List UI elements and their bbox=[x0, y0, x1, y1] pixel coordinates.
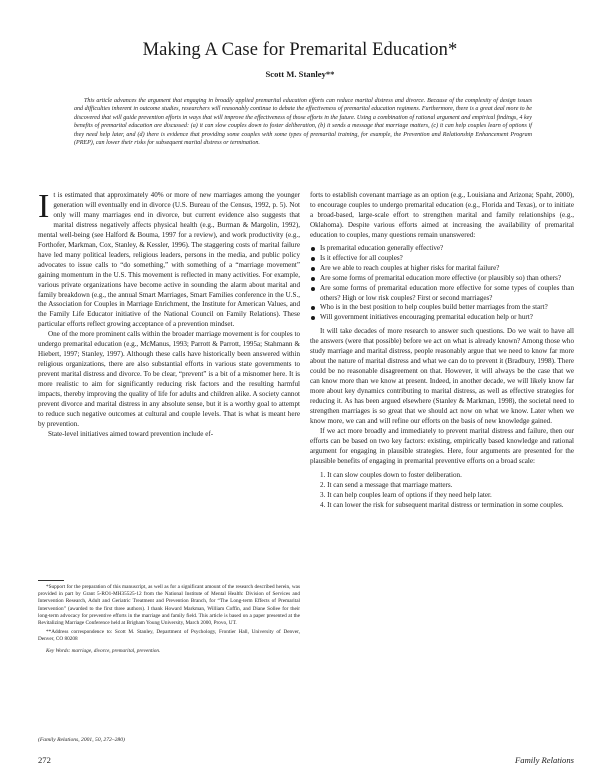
questions-list bbox=[310, 244, 574, 324]
paragraph-intro bbox=[38, 188, 300, 330]
body-column-right bbox=[310, 191, 574, 511]
footnote-address: **Address correspondence to: Scott M. Stanley, Department of Psychology, Frontier Hall, University of Denver, Denver, CO 80208 bbox=[38, 629, 300, 643]
paragraph-research-decades: It will take decades of more research to answer such questions. Do we wait to have all the answers (were that possible) before we act on what is already known? Among those who study marriage and marital distress, people reasonably argue that we need to know far more about the nature of marital distress and what we can do to prevent it (Bradbury, 1998). There could be no reasonable disagreement on that. However, it will always be the case that we can know more than we know at present. Indeed, in another decade, we will likely know far more about key dynamics contributing to marital distress, as well as effective strategies for reducing it. As has been argued elsewhere (Stanley & Markman, 1998), the societal need to strengthen marriages is so great that we should act now on what we know. Later when we know more, we can and will refine our efforts on the basis of new knowledge gained. bbox=[310, 327, 574, 425]
paragraph-intro-text: t is estimated that approximately 40% or more of new marriages among the younger generation will eventually end in divorce (U.S. Bureau of the Census, 1992, p. 5). Not only will many marriages end in divorce, but current evidence also suggests that marital distress negatively affects physical health (e.g., Burman & Margolin, 1992), mental well-being (see Halford & Bouma, 1997 for a review), and work productivity (e.g., Forthofer, Markman, Cox, Stanley, & Kessler, 1996). The staggering costs of marital failure have led many political leaders, religious leaders, persons in the media, and public policy advocates to issue calls to “do something,” with something of a “marriage movement” gaining momentum in the U.S. This movement is reflected in many activities. For example, various private organizations have become active in sounding the alarm about marital and family breakdown (e.g., the annual Smart Marriages, Smart Families conference in the U.S., the Association for Couples in Marriage Enrichment, the Institute for American Values, and the Family Life Educator initiative of the National Council on Family Relations). These particular efforts reflect growing acceptance of a prevention mindset. bbox=[38, 191, 300, 329]
list-item: Will government initiatives encouraging premarital education help or hurt? bbox=[310, 313, 574, 323]
page-number: 272 bbox=[38, 755, 51, 765]
author-name: Scott M. Stanley** bbox=[265, 69, 335, 79]
article-title: Making A Case for Premarital Education* bbox=[142, 40, 458, 60]
footnotes bbox=[38, 584, 300, 657]
body-column-left bbox=[38, 188, 300, 440]
journal-name: Family Relations bbox=[515, 755, 574, 765]
benefits-list bbox=[310, 471, 574, 511]
list-item: Are we able to reach couples at higher risks for marital failure? bbox=[310, 264, 574, 274]
list-item: Are some forms of premarital education more effective (or plausibly so) than others? bbox=[310, 274, 574, 284]
list-item: 1. It can slow couples down to foster deliberation. bbox=[320, 470, 462, 479]
drop-cap: I bbox=[38, 188, 50, 225]
list-item: 2. It can send a message that marriage matters. bbox=[320, 480, 453, 489]
paragraph-state-initiatives-cont: forts to establish covenant marriage as an option (e.g., Louisiana and Arizona; Spaht, 2000), to encourage couples to undergo premarital education (e.g., Florida and Texas), or to initiate a broad-based, large-scale effort to strengthen marital and family relationships (e.g., Oklahoma). Despite various efforts aimed at increasing the availability of premarital education to couples, many questions remain unanswered: bbox=[310, 191, 574, 239]
keywords: Key Words: marriage, divorce, premarital, prevention. bbox=[46, 647, 161, 654]
paragraph-marriage-movement: One of the more prominent calls within the broader marriage movement is for couples to undergo premarital education (e.g., McManus, 1993; Parrott & Parrott, 1995a; Stahmann & Hiebert, 1997; Stanley, 1997). Although these calls have historically been answered within religious organizations, there are also substantial efforts in various state governments to prevent marital distress and divorce. To be clear, “prevent” is a bit of a misnomer here. It is more realistic to aim for significantly reducing risk factors and the resulting harmful impacts, thereby improving the quality of life for adults and children alike. A society cannot prevent divorce and marital distress in any absolute sense, but it is a worthy goal to attempt to reduce such negative outcomes at cultural and couple levels. That is what is meant here by prevention. bbox=[38, 330, 300, 428]
abstract: This article advances the argument that engaging in broadly applied premarital education efforts can reduce marital distress and divorce. Because of the complexity of design issues and difficulties inherent in outcome studies, researchers will reasonably continue to debate the effectiveness of premarital education regimens. Furthermore, there is a great deal more to be discovered that will guide prevention efforts in ways that will improve the effectiveness of those efforts in the future. Using a combination of rational argument and empirical findings, 4 key benefits of premarital education are discussed: (a) it can slow couples down to foster deliberation, (b) it sends a message that marriage matters, (c) it can help couples learn of options if they need help later, and (d) there is evidence that providing some couples with some types of premarital training, for example, the Prevention and Relationship Enhancement Program (PREP), can lower their risks for subsequent marital distress or termination. bbox=[74, 98, 532, 147]
paragraph-state-initiatives: State-level initiatives aimed toward prevention include ef- bbox=[48, 429, 214, 438]
list-item: Are some forms of premarital education more effective for some types of couples than others? High or low risk couples? First or second marriages? bbox=[310, 284, 574, 304]
list-item: 4. It can lower the risk for subsequent marital distress or termination in some couples. bbox=[320, 500, 564, 509]
list-item: Is premarital education generally effective? bbox=[310, 244, 574, 254]
footnote-support: *Support for the preparation of this manuscript, as well as for a significant amount of the research described herein, was provided in part by Grant 5-RO1-MH35525-12 from the National Institute of Mental Health: Division of Services and Intervention Research, Adult and Geriatric Treatment and Prevention Branch, for “The Long-term Effects of Premarital Intervention” (awarded to the first three authors). I thank Howard Markman, William Coffin, and Diane Sollee for their long-term advocacy for preventive efforts in the marriage and family field. This article is based on a paper presented at the Revitalizing Marriage Conference held at Brigham Young University, March 2000, Provo, UT. bbox=[38, 584, 300, 627]
footnote-divider bbox=[38, 580, 64, 581]
paragraph-act-broadly: If we act more broadly and immediately to prevent marital distress and failure, then our efforts can be based on two key factors: existing, empirically based knowledge and rational argument for engaging in plausible strategies. Here, four arguments are presented for the plausible benefits of engaging in premarital preventive efforts on a broad scale: bbox=[310, 426, 574, 465]
list-item: 3. It can help couples learn of options if they need help later. bbox=[320, 490, 492, 499]
journal-citation: (Family Relations, 2001, 50, 272–280) bbox=[38, 737, 125, 743]
list-item: Who is in the best position to help couples build better marriages from the start? bbox=[310, 303, 574, 313]
list-item: Is it effective for all couples? bbox=[310, 254, 574, 264]
